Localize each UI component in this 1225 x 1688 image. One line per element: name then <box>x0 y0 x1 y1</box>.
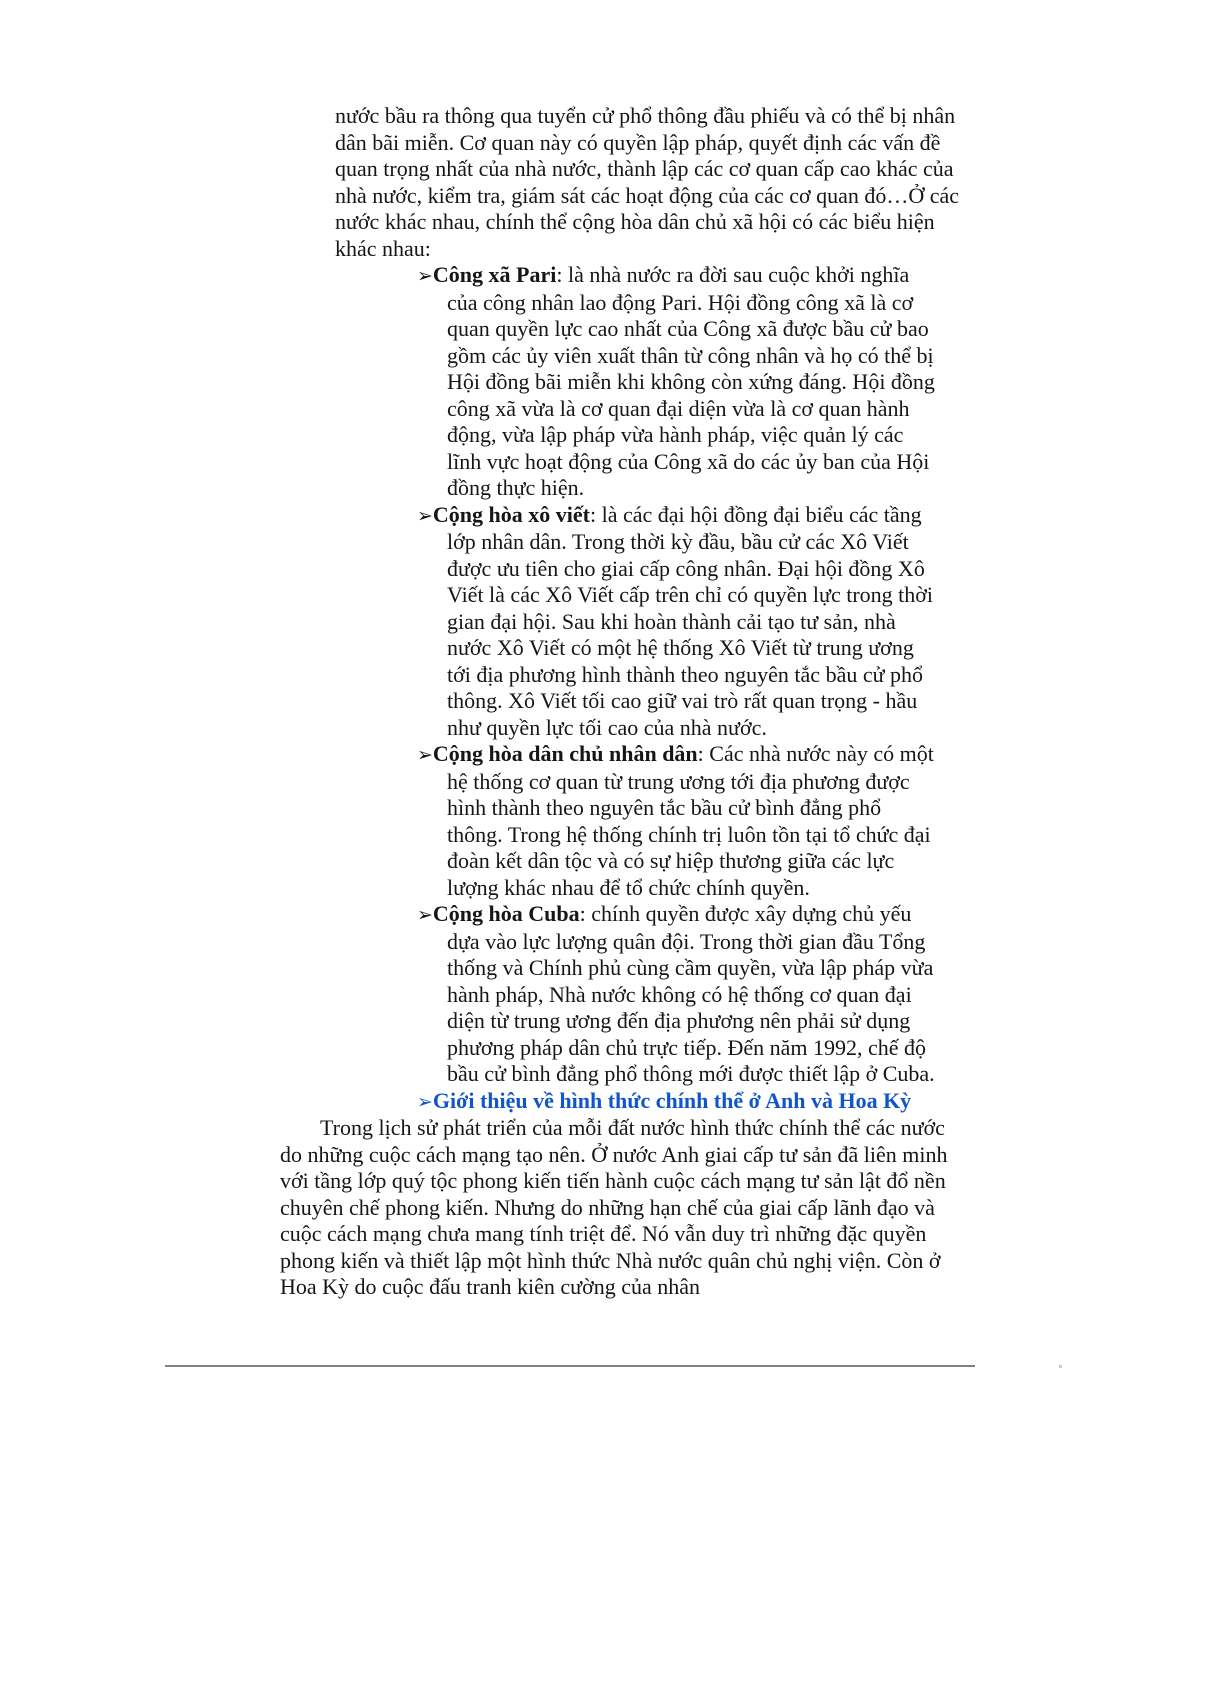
arrow-bullet-icon: ➢ <box>417 504 433 527</box>
intro-paragraph: nước bầu ra thông qua tuyển cử phổ thông đầu phiếu và có thể bị nhân dân bãi miễn. Cơ quan này có quyền lập pháp, quyết định các vấn đề quan trọng nhất của nhà nước, thành lập các cơ quan cấp cao khác của nhà nước, kiểm tra, giám sát các hoạt động của các cơ quan đó…Ở các nước khác nhau, chính thể cộng hòa dân chủ xã hội có các biểu hiện khác nhau: <box>335 103 960 261</box>
document-page <box>0 103 1225 1301</box>
list-item-term: Cộng hòa xô viết <box>432 501 590 527</box>
list-item-text: : là nhà nước ra đời sau cuộc khởi nghĩa của công nhân lao động Pari. Hội đồng công xã là cơ quan quyền lực cao nhất của Công xã được bầu cử bao gồm các ủy viên xuất thân từ công nhân và họ có thể bị Hội đồng bãi miễn khi không còn xứng đáng. Hội đồng công xã vừa là cơ quan đại diện vừa là cơ quan hành động, vừa lập pháp vừa hành pháp, việc quản lý các lĩnh vực hoạt động của Công xã do các ủy ban của Hội đồng thực hiện. <box>447 262 935 500</box>
list-item-term: Cộng hòa dân chủ nhân dân <box>432 741 698 766</box>
arrow-bullet-icon: ➢ <box>417 744 433 766</box>
stray-mark <box>1059 1365 1062 1368</box>
list-item-text: : chính quyền được xây dựng chủ yếu dựa vào lực lượng quân đội. Trong thời gian đầu Tổng thống và Chính phủ cùng cầm quyền, vừa lập pháp vừa hành pháp, Nhà nước không có hệ thống cơ quan đại diện từ trung ương đến địa phương nên phải sử dụng phương pháp dân chủ trực tiếp. Đến năm 1992, chế độ bầu cử bình đẳng phổ thông mới được thiết lập ở Cuba. <box>447 901 935 1086</box>
footnote-separator-line <box>165 1365 975 1367</box>
list-item-term: Công xã Pari <box>432 262 557 287</box>
list-item-cong-hoa-xo-viet <box>417 502 941 742</box>
list-item-cong-xa-pari <box>417 262 941 502</box>
list-item-cong-hoa-cuba <box>417 901 941 1088</box>
closing-paragraph: Trong lịch sử phát triển của mỗi đất nước hình thức chính thể các nước do những cuộc cách mạng tạo nên. Ở nước Anh giai cấp tư sản đã liên minh với tầng lớp quý tộc phong kiến tiến hành cuộc cách mạng tư sản lật đổ nền chuyên chế phong kiến. Nhưng do những hạn chế của giai cấp lãnh đạo và cuộc cách mạng chưa mang tính triệt để. Nó vẫn duy trì những đặc quyền phong kiến và thiết lập một hình thức Nhà nước quân chủ nghị viện. Còn ở Hoa Kỳ do cuộc đấu tranh kiên cường của nhân <box>280 1115 948 1299</box>
list-item-cong-hoa-dan-chu-nhan-dan <box>417 741 941 901</box>
list-item-text: : Các nhà nước này có một hệ thống cơ quan từ trung ương tới địa phương được hình thành theo nguyên tắc bầu cử bình đẳng phổ thông. Trong hệ thống chính trị luôn tồn tại tổ chức đại đoàn kết dân tộc và có sự hiệp thương giữa các lực lượng khác nhau để tổ chức chính quyền. <box>447 741 934 900</box>
section-heading-text: Giới thiệu về hình thức chính thể ở Anh và Hoa Kỳ <box>432 1087 912 1113</box>
arrow-bullet-icon: ➢ <box>417 1090 433 1113</box>
list-item-text: : là các đại hội đồng đại biểu các tầng lớp nhân dân. Trong thời kỳ đầu, bầu cử các Xô Viết được ưu tiên cho giai cấp công nhân. Đại hội đồng Xô Viết là các Xô Viết cấp trên chỉ có quyền lực trong thời gian đại hội. Sau khi hoàn thành cải tạo tư sản, nhà nước Xô Viết có một hệ thống Xô Viết từ trung ương tới địa phương hình thành theo nguyên tắc bầu cử phổ thông. Xô Viết tối cao giữ vai trò rất quan trọng - hầu như quyền lực tối cao của nhà nước. <box>447 501 934 740</box>
section-heading <box>417 1088 1225 1116</box>
list-item-term: Cộng hòa Cuba <box>432 901 580 926</box>
arrow-bullet-icon: ➢ <box>417 265 433 287</box>
arrow-bullet-icon: ➢ <box>417 904 433 926</box>
